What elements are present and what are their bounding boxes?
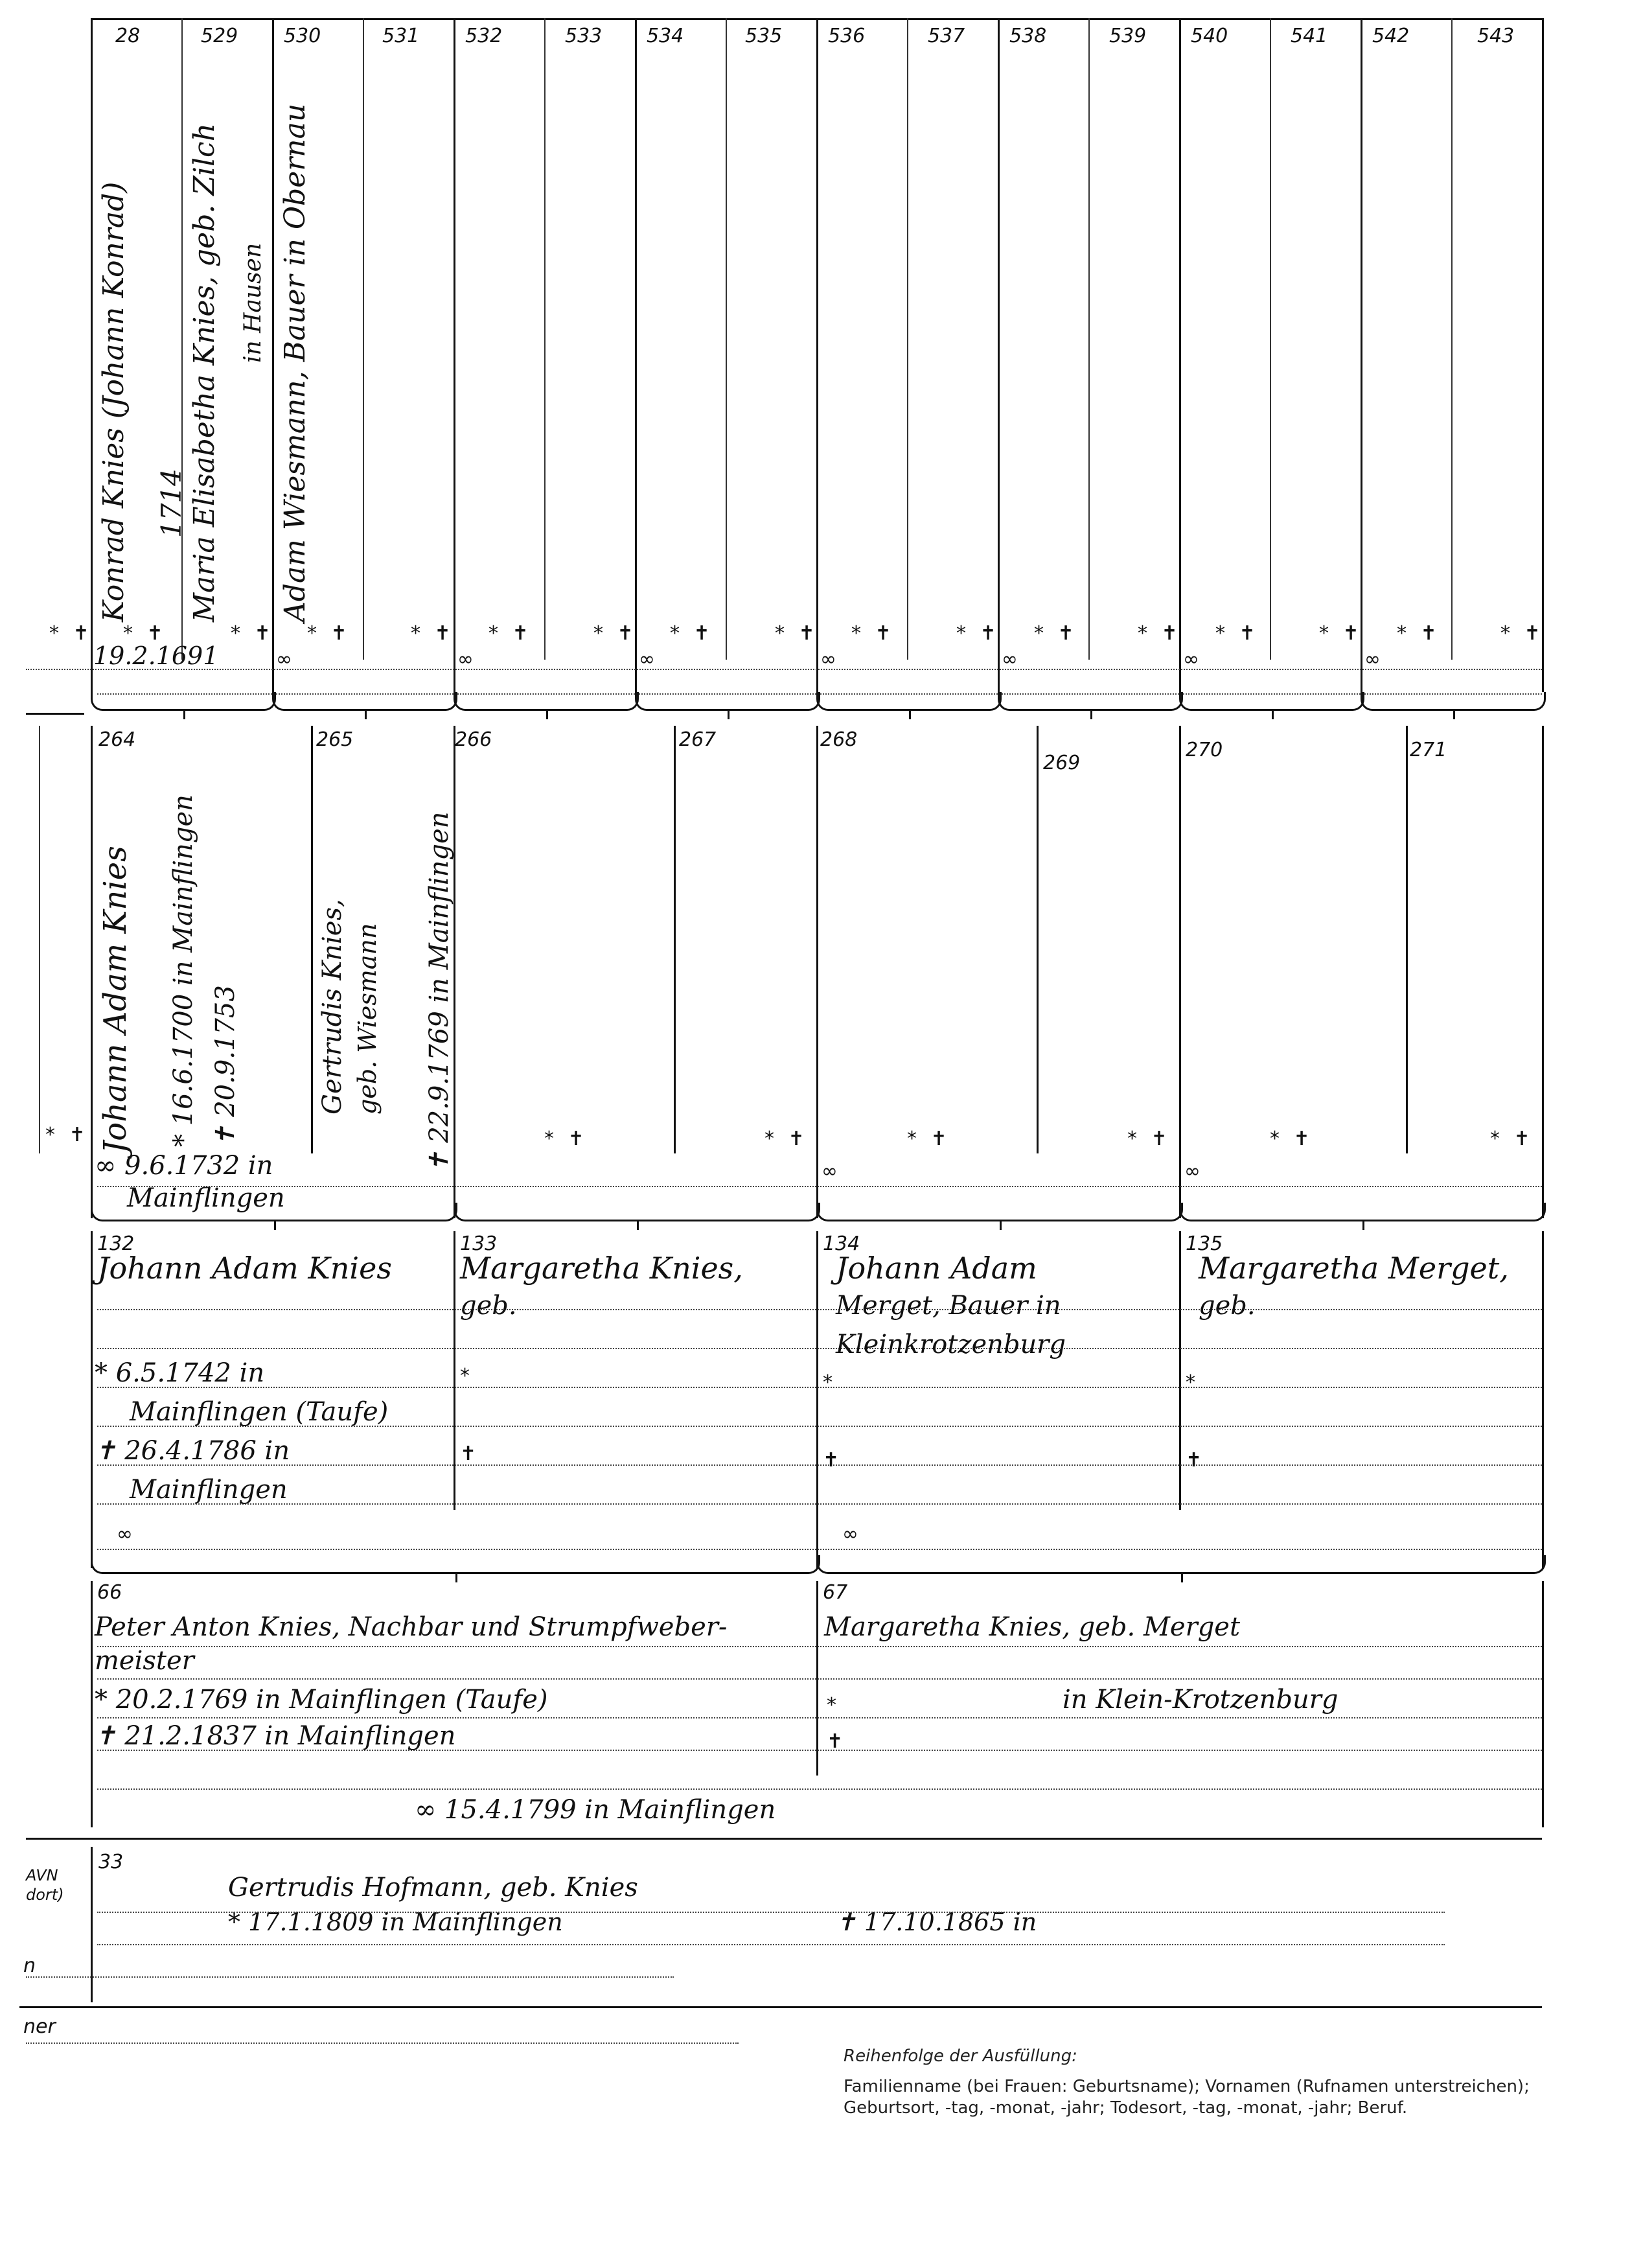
birth-death-symbols: * ✝ [1500,622,1545,645]
ancestor-birth: * [823,1371,836,1394]
gen5-col-line [311,726,313,1153]
birth-death-symbols: * ✝ [488,622,533,645]
gen3-dotted [97,1646,1542,1647]
marriage-date: ∞ 15.4.1799 in Mainflingen [415,1795,776,1825]
ancestor-birth: * [1186,1371,1199,1394]
brace [1179,1203,1546,1221]
gen4-dotted [97,1348,1542,1349]
gen4-col-line [91,1231,93,1568]
gen5-col-line [1037,726,1039,1153]
gen4-dotted [97,1309,1542,1310]
gen6-col-line [544,18,546,660]
ancestor-maiden-vertical: geb. Wiesmann [353,923,382,1115]
marriage-date: 19.2.1691 [93,642,219,670]
ancestor-name-line2: Merget, Bauer in [836,1291,1061,1321]
ancestor-birth-place: in Klein-Krotzenburg [1063,1685,1339,1715]
gen6-col-line [1451,18,1453,660]
ahnen-number: 541 [1291,25,1328,47]
brace [1361,692,1546,711]
ancestor-year-vertical: 1714 [155,469,187,538]
ancestor-name: Margaretha Knies, [460,1251,743,1286]
ancestor-name: Gertrudis Hofmann, geb. Knies [228,1873,638,1903]
ahnen-number: 539 [1109,25,1147,47]
ahnen-number: 132 [97,1232,135,1255]
birth-death-symbols: * ✝ [764,1128,809,1150]
ahnen-number: 264 [98,728,136,751]
ahnen-number: 537 [928,25,965,47]
gen2-dotted [97,1944,1445,1945]
birth-death-symbols: * ✝ [307,622,351,645]
marriage-symbol: ∞ [117,1523,137,1545]
ancestor-name-vertical: Maria Elisabetha Knies, geb. Zilch [188,122,221,622]
marriage-symbol: ∞ [820,648,840,671]
birth-death-symbols: * ✝ [45,1124,89,1146]
ahnen-number: 66 [97,1581,122,1604]
gen4-col-line [1542,1231,1544,1568]
gen5-col-line [1179,726,1181,1218]
ahnen-number: 133 [460,1232,498,1255]
ancestor-maiden: geb. [1199,1291,1256,1321]
ahnen-number: 268 [820,728,858,751]
brace [816,1555,1546,1574]
gen6-col-line [1088,18,1090,660]
birth-death-symbols: * ✝ [49,622,93,645]
birth-death-symbols: * ✝ [544,1128,588,1150]
ahnen-number: 534 [647,25,684,47]
ahnen-number: 530 [284,25,321,47]
birth-death-symbols: * ✝ [1397,622,1441,645]
gen6-col-line [1179,18,1181,692]
gen5-dotted [97,1186,1542,1187]
ancestor-birth: * 20.2.1769 in Mainflingen (Taufe) [95,1685,548,1715]
ahnen-number: 33 [98,1851,124,1873]
ahnen-number: 535 [745,25,783,47]
ahnen-number: 540 [1191,25,1228,47]
ancestor-name-vertical: Gertrudis Knies, [317,899,347,1115]
gen3-dotted [97,1788,1542,1790]
ancestor-birth: * 6.5.1742 in [95,1358,265,1388]
gen5-col-line [39,726,40,1153]
ancestor-name: Johann Adam Knies [97,1251,392,1286]
gen6-col-line [1270,18,1271,660]
gen4-col-line [454,1231,455,1510]
ahnen-number: 529 [201,25,238,47]
gen6-col-line [181,18,183,660]
ahnen-number: 266 [455,728,492,751]
marriage-symbol: ∞ [276,648,296,671]
brace [998,692,1183,711]
ancestor-name: Johann Adam [836,1251,1037,1286]
gen6-col-line [726,18,727,660]
gen2-col-line [91,1847,93,2002]
margin-text: ner [23,2015,56,2038]
gen4-dotted [97,1387,1542,1388]
gen3-bottom-line [26,1838,1542,1840]
ahnen-number: 135 [1186,1232,1223,1255]
birth-death-symbols: * ✝ [231,622,275,645]
left-margin-line [26,713,84,715]
ancestor-occupation: meister [95,1646,194,1676]
birth-death-symbols: * ✝ [907,1128,951,1150]
ahnen-number: 538 [1009,25,1047,47]
gen6-col-line [454,18,455,692]
ancestor-birth: * 17.1.1809 in Mainflingen [228,1908,563,1936]
gen6-col-line [1542,18,1544,692]
gen4-dotted [97,1503,1542,1505]
gen5-col-line [1542,726,1544,1218]
ahnen-number: 543 [1477,25,1515,47]
marriage-symbol: ∞ [1002,648,1022,671]
ancestor-name-vertical: Johann Adam Knies [97,846,133,1153]
birth-death-symbols: * ✝ [1215,622,1259,645]
gen5-col-line [674,726,676,1153]
birth-death-symbols: * ✝ [1138,622,1182,645]
brace [91,1203,457,1221]
gen3-dotted [97,1678,1542,1680]
birth-death-symbols: * ✝ [956,622,1000,645]
gen5-col-line [816,726,818,1218]
ancestor-death: ✝ [1186,1449,1206,1472]
birth-death-symbols: * ✝ [775,622,819,645]
marriage-symbol: ∞ [842,1523,862,1545]
brace [1179,692,1364,711]
ancestor-birth-vertical: * 16.6.1700 in Mainflingen [168,794,198,1147]
brace [91,692,276,711]
gen6-col-line [363,18,364,660]
ahnen-number: 531 [382,25,420,47]
gen3-col-line [91,1581,93,1827]
ancestor-death: ✝ 21.2.1837 in Mainflingen [95,1721,456,1751]
marriage-place: Mainflingen [127,1183,285,1213]
ancestor-name-vertical: Adam Wiesmann, Bauer in Obernau [279,103,312,622]
marriage-date: ∞ 9.6.1732 in [95,1151,273,1181]
gen6-col-line [635,18,637,692]
marriage-symbol: ∞ [1183,648,1203,671]
ahnen-number: 270 [1186,739,1223,761]
ahnen-number: 134 [823,1232,860,1255]
marriage-symbol: ∞ [1184,1160,1204,1183]
ancestor-name-line3: Kleinkrotzenburg [836,1330,1066,1360]
margin-text: AVN [26,1866,58,1884]
gen4-col-line [816,1231,818,1568]
gen6-col-line [91,18,93,692]
ancestor-death: ✝ [460,1442,481,1465]
ahnen-number: 536 [828,25,866,47]
ahnen-number: 533 [565,25,603,47]
ancestor-death: ✝ 17.10.1865 in [836,1908,1037,1936]
ahnen-number: 271 [1410,739,1447,761]
ancestor-birth: * [827,1694,840,1717]
marriage-symbol: ∞ [822,1160,842,1183]
legend-body: Familienname (bei Frauen: Geburtsname); Vornamen (Rufnamen unterstreichen); Geburtsort, -tag, -monat, -jahr; Todesort, -tag, -monat, -jahr; Beruf. [844,2077,1530,2118]
ancestor-death-vertical: ✝ 22.9.1769 in Mainflingen [424,811,454,1173]
birth-death-symbols: * ✝ [1319,622,1363,645]
gen3-col-line [1542,1581,1544,1827]
gen6-marriage-dotted [26,669,1542,670]
marriage-symbol: ∞ [457,648,477,671]
legend-title: Reihenfolge der Ausfüllung: [844,2046,1077,2066]
birth-death-symbols: * ✝ [1270,1128,1314,1150]
birth-death-symbols: * ✝ [411,622,455,645]
birth-death-symbols: * ✝ [1127,1128,1171,1150]
ancestor-place-vertical: in Hausen [240,242,266,363]
gen6-col-line [1361,18,1362,692]
birth-death-symbols: * ✝ [123,622,167,645]
brace [454,692,639,711]
gen2-bottom-line [19,2006,1542,2008]
marriage-symbol: ∞ [1364,648,1384,671]
ahnen-number: 269 [1043,752,1081,774]
ancestor-birth: * [460,1365,474,1387]
gen2-dotted [26,1976,674,1978]
birth-death-symbols: * ✝ [593,622,638,645]
brace [635,692,820,711]
margin-text: n [23,1954,36,1977]
birth-death-symbols: * ✝ [1034,622,1078,645]
ancestor-name: Margaretha Knies, geb. Merget [824,1612,1241,1642]
ahnen-number: 67 [823,1581,848,1604]
gen3-dotted [97,1717,1542,1718]
gen6-col-line [816,18,818,692]
ancestor-name: Peter Anton Knies, Nachbar und Strumpfweber- [95,1612,728,1642]
ancestor-maiden: geb. [460,1291,517,1321]
gen4-dotted [97,1464,1542,1466]
ancestor-death: ✝ 26.4.1786 in [95,1436,290,1466]
marriage-symbol: ∞ [639,648,659,671]
gen2-dotted [26,2042,739,2044]
gen4-dotted [97,1549,1542,1550]
ancestor-death-place: Mainflingen [130,1475,288,1505]
birth-death-symbols: * ✝ [670,622,714,645]
brace [816,692,1002,711]
ancestor-birth-place: Mainflingen (Taufe) [130,1397,389,1427]
birth-death-symbols: * ✝ [851,622,895,645]
birth-death-symbols: * ✝ [1490,1128,1534,1150]
gen6-col-line [272,18,274,692]
gen6-col-line [998,18,1000,692]
ahnen-number: 267 [679,728,717,751]
brace [91,1555,820,1574]
ahnen-number: 265 [316,728,354,751]
gen2-dotted [97,1912,1445,1913]
ahnen-number: 28 [115,25,141,47]
ahnen-number: 542 [1372,25,1410,47]
gen6-col-line [907,18,908,660]
gen4-col-line [1179,1231,1181,1510]
margin-text: dort) [26,1886,64,1904]
ancestor-death-vertical: ✝ 20.9.1753 [211,985,240,1147]
ancestor-death: ✝ [823,1449,844,1472]
brace [454,1203,820,1221]
gen5-col-line [1406,726,1408,1153]
ancestor-death: ✝ [827,1730,847,1753]
brace [816,1203,1183,1221]
brace [272,692,457,711]
ahnen-number: 532 [465,25,503,47]
ancestor-name-vertical: Konrad Knies (Johann Konrad) [97,181,130,622]
gen5-col-line [91,726,93,1218]
ancestor-name: Margaretha Merget, [1199,1251,1509,1286]
